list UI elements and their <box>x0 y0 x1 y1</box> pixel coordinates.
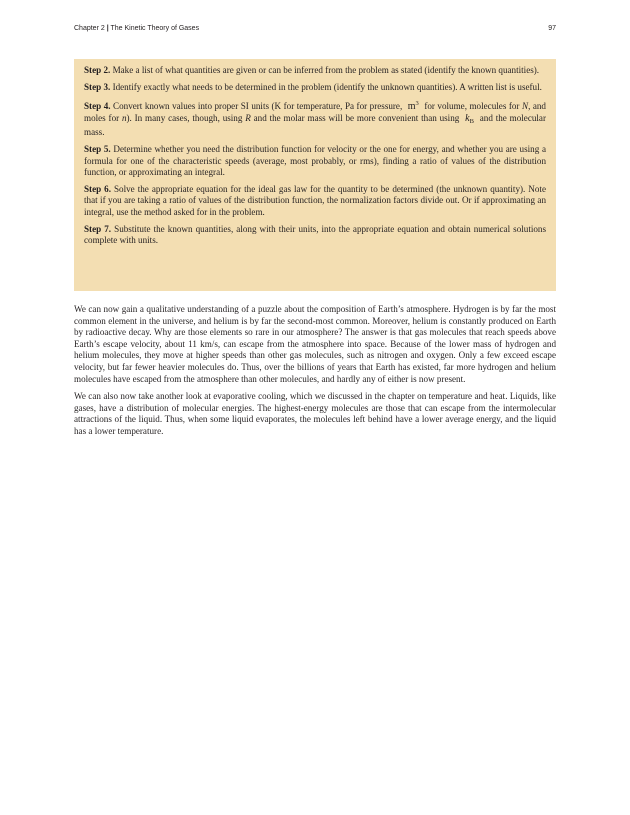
running-header <box>74 25 556 37</box>
header-separator: | <box>106 25 109 32</box>
step-7-text: Substitute the known quantities, along with their units, into the appropriate equation and obtain numerical solutions complete with units. <box>84 223 547 246</box>
step-5-label: Step 5. <box>84 143 111 154</box>
page-number: 97 <box>548 25 556 32</box>
symbol-N: N <box>521 101 529 112</box>
symbol-n: n <box>121 112 127 123</box>
step-5 <box>84 144 546 179</box>
step-4-text-4: ). In many cases, though, using <box>126 112 243 123</box>
step-3-text: Identify exactly what needs to be determined in the problem (identify the unknown quantities). A written list is useful. <box>112 81 542 92</box>
step-7 <box>84 224 546 247</box>
step-5-text: Determine whether you need the distribution function for velocity or the one for energy, and whether you are using a formula for one of the characteristic speeds (average, most probably, or rms), finding a ratio of values of the distribution function, or approximating an integral. <box>84 143 546 178</box>
step-4-label: Step 4. <box>84 101 111 112</box>
step-2 <box>84 65 546 77</box>
header-chapter-title <box>74 25 199 32</box>
step-4-text-6: and the molecular mass. <box>84 112 546 138</box>
step-2-text: Make a list of what quantities are given or can be inferred from the problem as stated (identify the known quantities). <box>112 65 540 75</box>
problem-solving-strategy-box <box>74 59 556 291</box>
step-4-text-1: Convert known values into proper SI units (K for temperature, Pa for pressure, <box>113 101 403 112</box>
step-3-label: Step 3. <box>84 81 111 92</box>
boltzmann-constant-symbol <box>465 113 474 124</box>
chapter-label: Chapter 2 <box>74 25 105 32</box>
step-4 <box>84 98 546 139</box>
kB-base: k <box>465 112 470 124</box>
body-text <box>74 304 556 444</box>
step-2-label: Step 2. <box>84 65 111 75</box>
cubic-meter-exponent: 3 <box>415 100 419 108</box>
step-6-text: Solve the appropriate equation for the ideal gas law for the quantity to be determined (the unknown quantity). Note that if you are taking a ratio of values of the distribution function, the normalization factors divide out. Or if approximating an integral, use the method asked for in the problem. <box>84 183 546 217</box>
paragraph-evaporative-cooling: We can also now take another look at evaporative cooling, which we discussed in the chapter on temperature and heat. Liquids, like gases, have a distribution of molecular energies. The highest-energy molecules are those that can escape from the intermolecular attractions of the liquid. Thus, when some liquid evaporates, the molecules left behind have a lower average energy, and the liquid has a lower temperature. <box>74 391 556 436</box>
paragraph-atmosphere: We can now gain a qualitative understanding of a puzzle about the composition of Earth’s atmosphere. Hydrogen is by far the most common element in the universe, and helium is by far the second-most common. Moreover, helium is constantly produced on Earth by radioactive decay. Why are those elements so rare in our atmosphere? The answer is that gas molecules that reach speeds above Earth’s escape velocity, about 11 km/s, can escape from the atmosphere into space. Because of the lower mass of hydrogen and helium molecules, they move at higher speeds than other gas molecules, such as nitrogen and oxygen. Only a few exceed escape velocity, but far fewer heavier molecules do. Thus, over the billions of years that Earth has existed, far more hydrogen and helium molecules have escaped from the atmosphere than other molecules, and hardly any of either is now present. <box>74 304 556 384</box>
step-4-text-2: for volume, molecules for <box>424 101 520 112</box>
step-6 <box>84 184 546 219</box>
chapter-title: The Kinetic Theory of Gases <box>110 25 200 32</box>
step-4-text-5: and the molar mass will be more convenient than using <box>253 112 460 123</box>
symbol-R: R <box>245 112 251 123</box>
step-7-label: Step 7. <box>84 223 112 234</box>
kB-subscript: B <box>469 117 474 125</box>
step-3 <box>84 82 546 94</box>
cubic-meter-unit <box>408 101 419 112</box>
cubic-meter-base: m <box>407 101 416 113</box>
step-4-text-3: , and moles for <box>84 101 546 123</box>
step-6-label: Step 6. <box>84 183 111 194</box>
